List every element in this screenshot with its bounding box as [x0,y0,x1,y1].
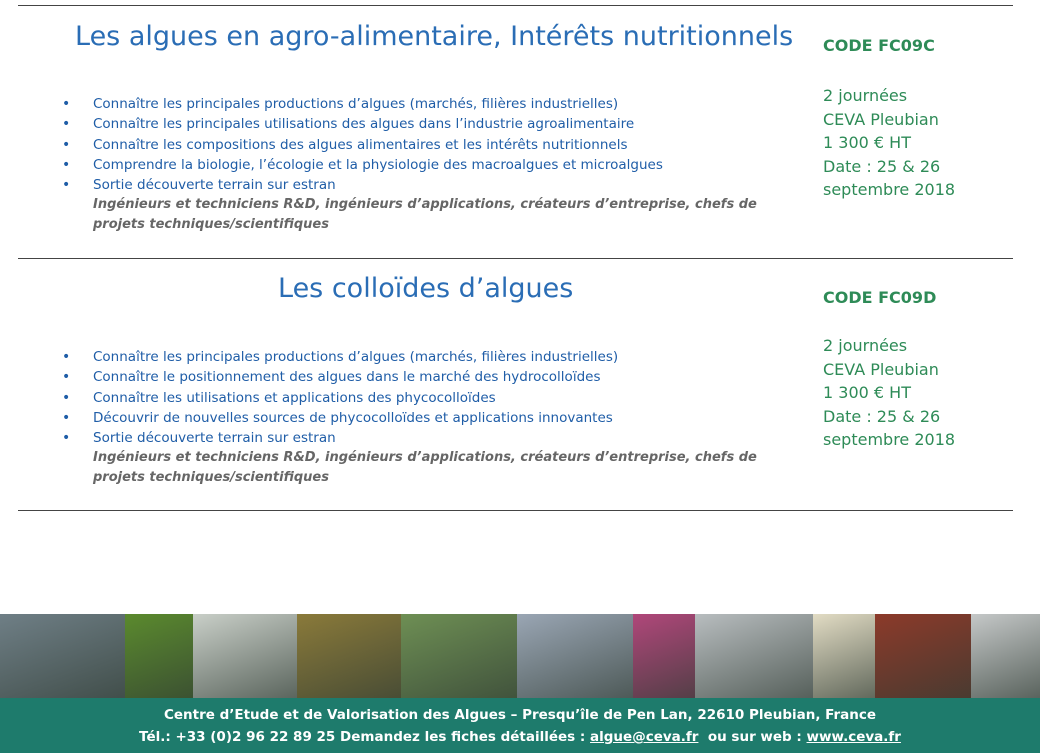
list-item: • Connaître les principales productions d’algues (marchés, filières industrielles) [60,347,800,367]
bottom-divider [18,510,1013,511]
section-2-objectives [60,347,800,448]
top-divider [18,5,1013,6]
section-2-date-month: septembre 2018 [823,430,956,449]
footer [0,698,1040,753]
harvest-boat-photo [0,614,125,698]
list-item: • Connaître le positionnement des algues dans le marché des hydrocolloïdes [60,367,800,387]
section-1-date: Date : 25 & 26 [823,156,941,176]
section-2-location: CEVA Pleubian [823,359,939,379]
footer-contact [0,729,1040,745]
section-1-location: CEVA Pleubian [823,109,939,129]
email-link[interactable]: algue@ceva.fr [590,729,699,745]
lab-technician-photo [695,614,813,698]
list-item: • Connaître les principales utilisations des algues dans l’industrie agroalimentaire [60,114,800,134]
website-link[interactable]: www.ceva.fr [806,729,901,745]
footer-phone: Tél.: +33 (0)2 96 22 89 25 [139,729,336,745]
section-2-price: 1 300 € HT [823,383,911,402]
list-item: • Connaître les principales productions d’algues (marchés, filières industrielles) [60,94,800,114]
section-2-title: Les colloïdes d’algues [278,273,574,304]
section-1-info [823,84,1023,202]
section-2-duration: 2 journées [823,336,908,355]
building-photo [517,614,633,698]
section-2-audience: Ingénieurs et techniciens R&D, ingénieurs d’applications, créateurs d’entreprise, chefs de projets techniques/scientifiques [93,450,757,485]
section-1-title: Les algues en agro-alimentaire, Intérêts nutritionnels [75,21,794,52]
lab-equipment-photo [971,614,1040,698]
culture-pond-photo [401,614,517,698]
section-1-audience: Ingénieurs et techniciens R&D, ingénieurs d’applications, créateurs d’entreprise, chefs de projets techniques/scientifiques [93,197,757,232]
list-item: • Sortie découverte terrain sur estran [60,175,800,195]
gel-samples-photo [813,614,875,698]
section-2-info [823,334,1023,452]
list-item: • Connaître les utilisations et applications des phycocolloïdes [60,388,800,408]
section-1-date-month: septembre 2018 [823,180,956,199]
flasks-photo [297,614,401,698]
footer-request: Demandez les fiches détaillées : [340,729,586,745]
section-2-code: CODE FC09D [823,288,937,307]
footer-web-label: ou sur web : [707,729,802,745]
photo-strip [0,614,1040,698]
section-1-objectives [60,94,800,195]
section-2-date: Date : 25 & 26 [823,406,941,426]
section-1-duration: 2 journées [823,86,908,105]
middle-divider [18,258,1013,259]
pink-algae-photo [633,614,695,698]
red-algae-products-photo [875,614,971,698]
list-item: • Connaître les compositions des algues alimentaires et les intérêts nutritionnels [60,135,800,155]
list-item: • Découvrir de nouvelles sources de phycocolloïdes et applications innovantes [60,408,800,428]
section-1-price: 1 300 € HT [823,133,911,152]
greenhouse-photo [193,614,297,698]
footer-address: Centre d’Etude et de Valorisation des Algues – Presqu’île de Pen Lan, 22610 Pleubian, France [163,707,877,723]
list-item: • Comprendre la biologie, l’écologie et la physiologie des macroalgues et microalgues [60,155,800,175]
section-1-code: CODE FC09C [823,36,935,55]
list-item: • Sortie découverte terrain sur estran [60,428,800,448]
algae-columns-photo [125,614,193,698]
